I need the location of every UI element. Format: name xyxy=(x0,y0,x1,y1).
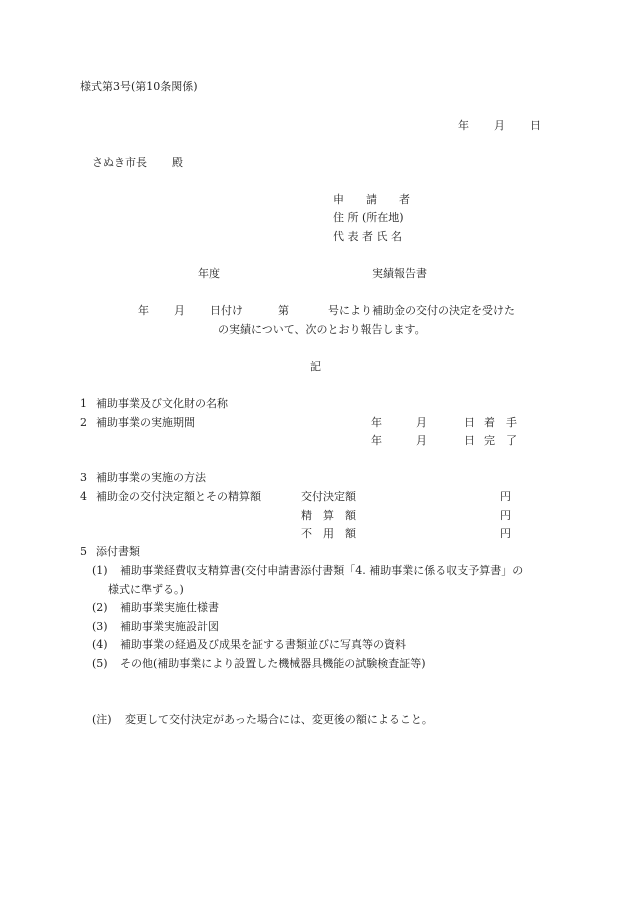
item-label: 補助事業の実施の方法 xyxy=(96,471,206,484)
attachment-number: (2) xyxy=(92,601,108,614)
intro-month: 月 xyxy=(174,304,185,317)
item-number: 2 xyxy=(80,416,87,429)
attachment-number: (1) xyxy=(92,564,108,577)
amount-label-unused: 不 用 額 xyxy=(301,527,356,540)
title-fiscal-year: 年度 xyxy=(198,267,220,280)
item-label: 補助金の交付決定額とその精算額 xyxy=(96,490,261,503)
item-label: 添付書類 xyxy=(96,545,140,558)
intro-line2: の実績について、次のとおり報告します。 xyxy=(218,323,426,336)
attachment-text: 補助事業の経過及び成果を証する書類並びに写真等の資料 xyxy=(120,638,406,651)
attachment-text: 補助事業実施仕様書 xyxy=(120,601,219,614)
applicant-representative-label: 代 表 者 氏 名 xyxy=(333,230,402,243)
end-year: 年 xyxy=(371,434,382,447)
item-number: 1 xyxy=(80,397,87,410)
attachment-text: その他(補助事業により設置した機械器具機能の試験検査証等) xyxy=(120,657,426,670)
date-year: 年 xyxy=(458,119,469,132)
item-number: 5 xyxy=(80,545,87,558)
item-number: 3 xyxy=(80,471,87,484)
title-report: 実績報告書 xyxy=(372,267,427,280)
date-day: 日 xyxy=(530,119,541,132)
item-label: 補助事業及び文化財の名称 xyxy=(96,397,228,410)
intro-number-prefix: 第 xyxy=(278,304,289,317)
note-label: (注) xyxy=(92,713,112,726)
addressee-honorific: 殿 xyxy=(172,156,183,169)
intro-year: 年 xyxy=(138,304,149,317)
item-number: 4 xyxy=(80,490,87,503)
start-day: 日 xyxy=(464,416,475,429)
amount-unit: 円 xyxy=(500,527,511,540)
amount-label-decided: 交付決定額 xyxy=(301,490,356,503)
form-number: 様式第3号(第10条関係) xyxy=(80,80,198,93)
date-month: 月 xyxy=(494,119,505,132)
applicant-address-label: 住 所 (所在地) xyxy=(333,211,404,224)
amount-label-settled: 精 算 額 xyxy=(301,509,356,522)
end-month: 月 xyxy=(416,434,427,447)
applicant-label: 申 請 者 xyxy=(333,193,410,206)
intro-dated: 日付け xyxy=(210,304,243,317)
intro-line1-rest: 号により補助金の交付の決定を受けた xyxy=(328,304,515,317)
attachment-text-continued: 様式に準ずる。) xyxy=(108,583,184,596)
attachment-number: (5) xyxy=(92,657,108,670)
start-month: 月 xyxy=(416,416,427,429)
start-status: 着 手 xyxy=(484,416,517,429)
attachment-number: (3) xyxy=(92,620,108,633)
end-day: 日 xyxy=(464,434,475,447)
end-status: 完 了 xyxy=(484,434,517,447)
item-label: 補助事業の実施期間 xyxy=(96,416,195,429)
addressee-name: さぬき市長 xyxy=(92,156,147,169)
amount-unit: 円 xyxy=(500,490,511,503)
amount-unit: 円 xyxy=(500,509,511,522)
start-year: 年 xyxy=(371,416,382,429)
attachment-text: 補助事業経費収支精算書(交付申請書添付書類「4. 補助事業に係る収支予算書」の xyxy=(120,564,524,577)
attachment-number: (4) xyxy=(92,638,108,651)
attachment-text: 補助事業実施設計図 xyxy=(120,620,219,633)
note-text: 変更して交付決定があった場合には、変更後の額によること。 xyxy=(125,713,433,726)
ki-heading: 記 xyxy=(310,360,321,373)
